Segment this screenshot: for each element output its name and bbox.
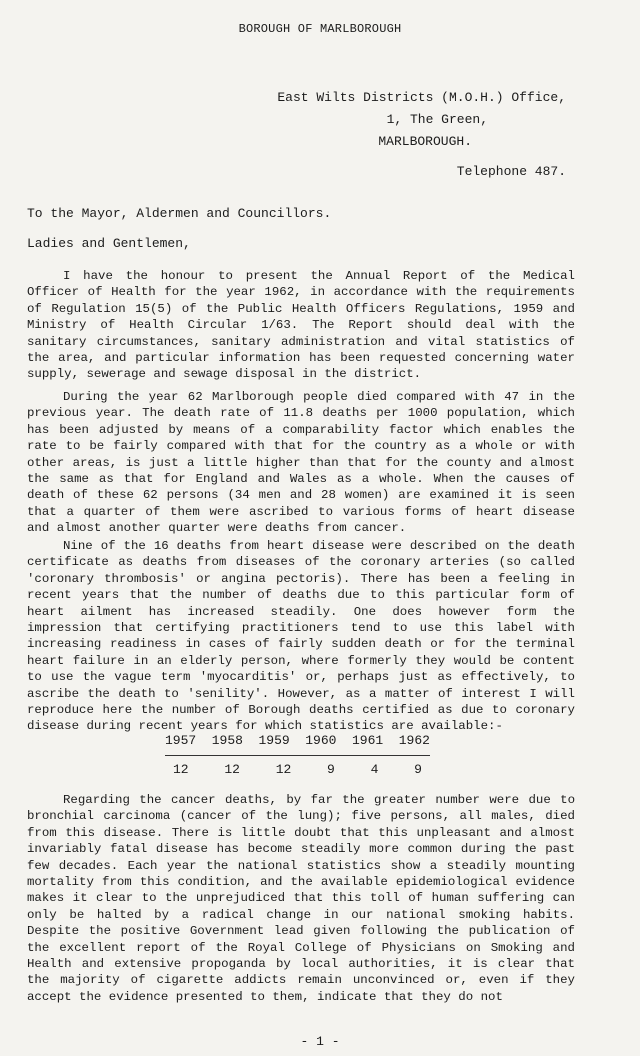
table-row bbox=[165, 762, 430, 777]
coronary-deaths-table bbox=[165, 733, 430, 777]
address-line-office: East Wilts Districts (M.O.H.) Office, bbox=[277, 90, 566, 105]
paragraph-heart-disease: Nine of the 16 deaths from heart disease were described on the death certificate as deaths from diseases of the coronary arteries (so called 'coronary thrombosis' or angina pectoris). There has been a feeling in recent years that the number of deaths due to this particular form of heart ailment has increased steadily. One does however form the impression that certifying practitioners tend to use this label with increasing readiness in cases of fairly sudden death or for the terminal heart failure in an elderly person, where formerly they would be content to use the vague term 'myocarditis' or, perhaps just as effectively, to ascribe the death to 'senility'. However, as a matter of interest I will reproduce here the number of Borough deaths certified as due to coronary disease during recent years for which statistics are available:- bbox=[27, 539, 575, 734]
year-cell: 1957 bbox=[165, 733, 197, 748]
deaths-cell: 4 bbox=[370, 762, 379, 777]
deaths-cell: 12 bbox=[173, 762, 189, 777]
table-divider bbox=[165, 755, 430, 756]
greeting-line: Ladies and Gentlemen, bbox=[27, 236, 191, 251]
year-cell: 1960 bbox=[305, 733, 337, 748]
deaths-cell: 9 bbox=[414, 762, 422, 777]
address-line-town: MARLBOROUGH. bbox=[378, 134, 472, 149]
paragraph-death-rate: During the year 62 Marlborough people died compared with 47 in the previous year. The death rate of 11.8 deaths per 1000 population, which has been adjusted by means of a comparability factor which enables the rate to be fairly compared with that for the country as a whole or with other areas, is just a little higher than that for the county and almost the same as that for England and Wales as a whole. When the causes of death of these 62 persons (34 men and 28 women) are examined it is seen that a quarter of them were ascribed to various forms of heart disease and almost another quarter were deaths from cancer. bbox=[27, 390, 575, 536]
deaths-cell: 12 bbox=[275, 762, 292, 777]
year-cell: 1958 bbox=[211, 733, 243, 748]
page-number: - 1 - bbox=[300, 1034, 340, 1049]
deaths-cell: 12 bbox=[224, 762, 240, 777]
addressee-line: To the Mayor, Aldermen and Councillors. bbox=[27, 206, 332, 221]
telephone-number: Telephone 487. bbox=[456, 164, 566, 179]
deaths-cell: 9 bbox=[327, 762, 335, 777]
paragraph-cancer: Regarding the cancer deaths, by far the greater number were due to bronchial carcinoma (cancer of the lung); five persons, all males, died from this disease. There is little doubt that this unpleasant and almost invariably fatal disease has become steadily more common during the past few decades. Each year the national statistics show a steadily mounting mortality from this condition, and the available epidemiological evidence makes it clear to the unprejudiced that this toll of human suffering can only be halted by a radical change in our national smoking habits. Despite the positive Government lead given following the publication of the excellent report of the Royal College of Physicians on Smoking and Health and extensive propoganda by local authorities, it is clear that the majority of cigarette addicts remain unconvinced or, even if they accept the evidence presented to them, indicate that they do not bbox=[27, 793, 575, 1004]
year-cell: 1961 bbox=[352, 733, 384, 748]
table-header-row bbox=[165, 733, 430, 748]
address-line-street: 1, The Green, bbox=[386, 112, 488, 127]
year-cell: 1962 bbox=[398, 733, 430, 748]
document-title: BOROUGH OF MARLBOROUGH bbox=[238, 22, 402, 36]
year-cell: 1959 bbox=[258, 733, 290, 748]
paragraph-introduction: I have the honour to present the Annual Report of the Medical Officer of Health for the year 1962, in accordance with the requirements of Regulation 15(5) of the Public Health Officers Regulations, 1959 and Ministry of Health Circular 1/63. The Report should deal with the sanitary circumstances, sanitary administration and vital statistics of the area, and particular information has been requested concerning water supply, sewerage and sewage disposal in the district. bbox=[27, 269, 575, 382]
